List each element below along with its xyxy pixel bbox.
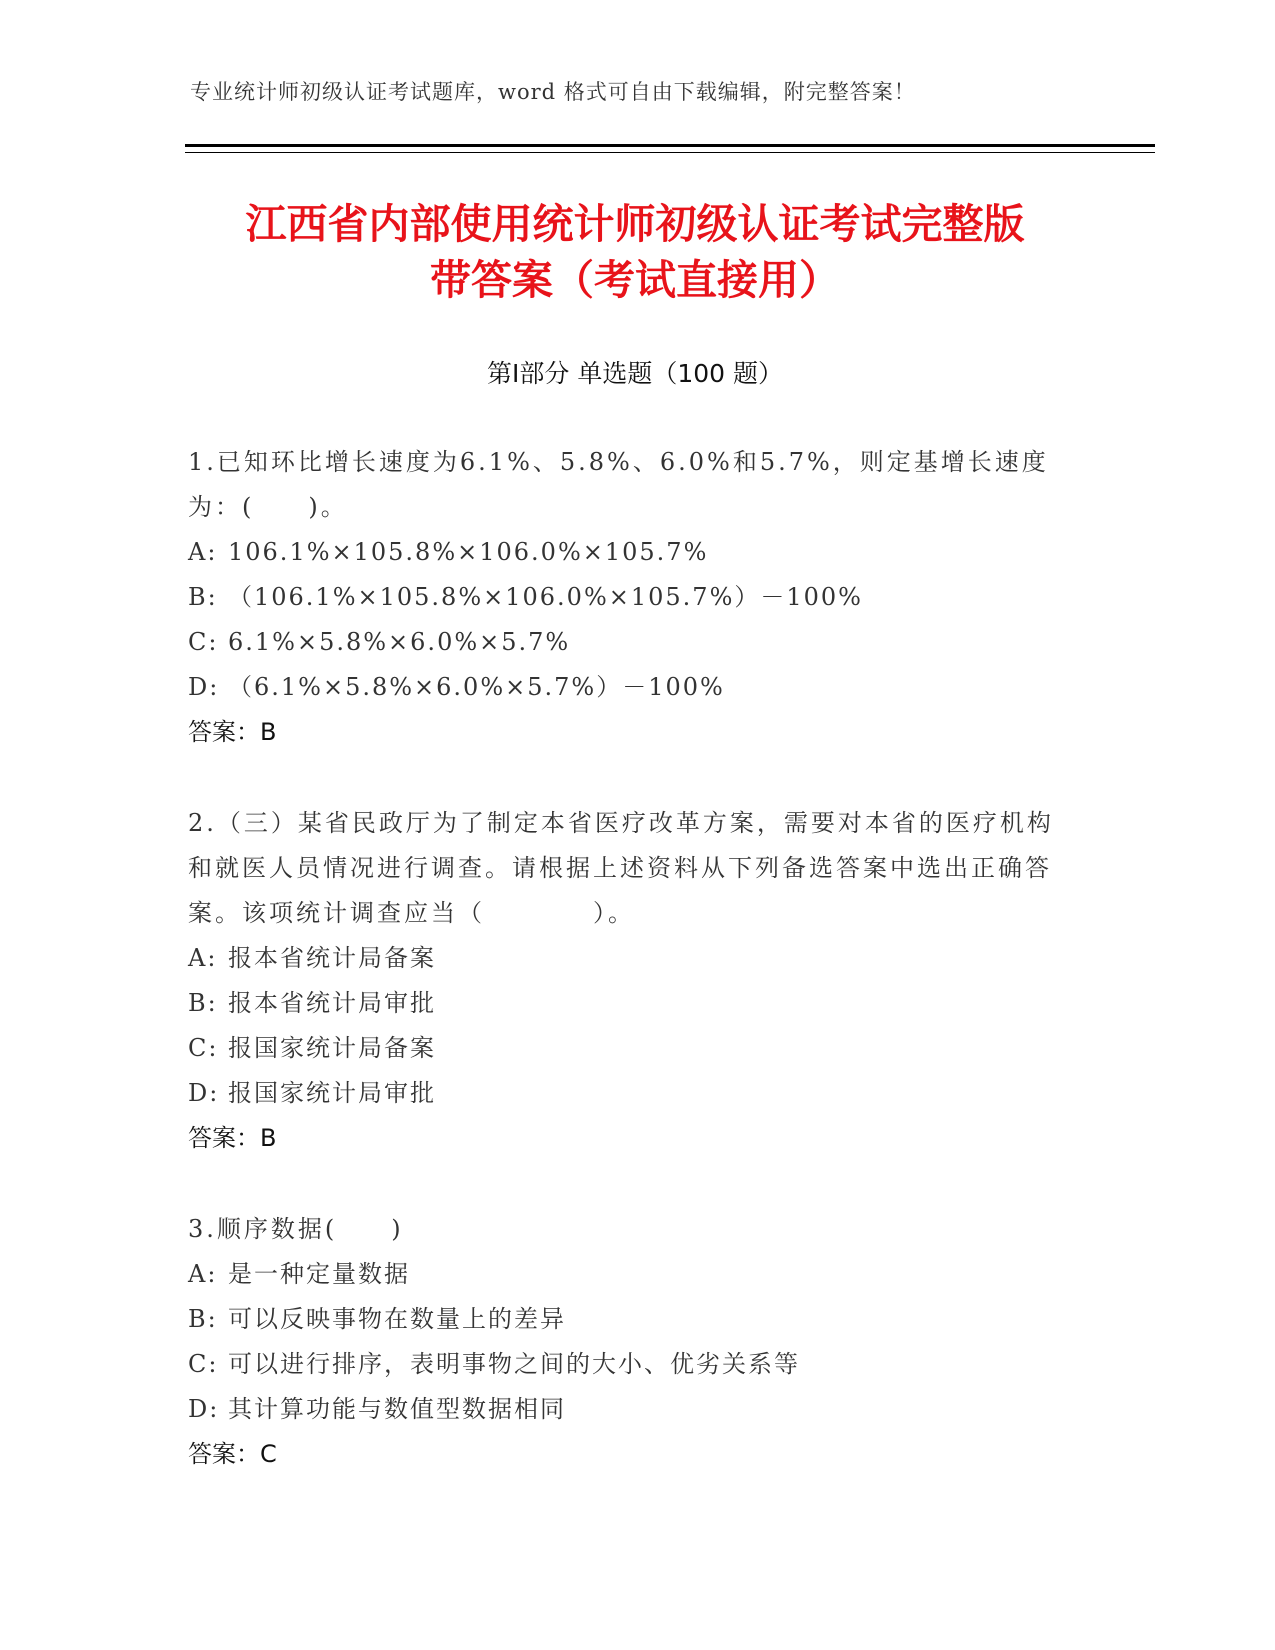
question-stem: 1.已知环比增长速度为6.1%、5.8%、6.0%和5.7%，则定基增长速度为：( )。 xyxy=(188,448,1049,521)
title-line-2: 带答案（考试直接用） xyxy=(430,256,840,304)
option-key: D: xyxy=(188,1079,220,1107)
answer: 答案：C xyxy=(188,1440,277,1468)
question-1 xyxy=(188,440,1078,755)
option-key: D: xyxy=(188,673,220,701)
title-line-1: 江西省内部使用统计师初级认证考试完整版 xyxy=(245,200,1025,248)
option-text: 是一种定量数据 xyxy=(228,1260,410,1288)
option-key: C: xyxy=(188,628,219,656)
answer: 答案：B xyxy=(188,718,277,746)
option-key: B: xyxy=(188,989,218,1017)
option-text: 106.1%×105.8%×106.0%×105.7% xyxy=(228,538,709,566)
option-c xyxy=(188,1026,1078,1071)
option-b xyxy=(188,981,1078,1026)
option-text: （106.1%×105.8%×106.0%×105.7%）－100% xyxy=(228,583,863,611)
question-3 xyxy=(188,1207,1078,1477)
option-text: （6.1%×5.8%×6.0%×5.7%）－100% xyxy=(228,673,725,701)
option-text: 可以进行排序，表明事物之间的大小、优劣关系等 xyxy=(228,1350,800,1378)
option-key: C: xyxy=(188,1034,219,1062)
header-rule-thin xyxy=(185,152,1155,153)
option-b xyxy=(188,1297,1078,1342)
option-a xyxy=(188,936,1078,981)
header-note: 专业统计师初级认证考试题库，word 格式可自由下载编辑，附完整答案！ xyxy=(190,80,916,104)
option-d xyxy=(188,1387,1078,1432)
option-key: D: xyxy=(188,1395,220,1423)
option-key: B: xyxy=(188,583,218,611)
question-stem: 2.（三）某省民政厅为了制定本省医疗改革方案，需要对本省的医疗机构和就医人员情况进行调查。请根据上述资料从下列备选答案中选出正确答案。该项统计调查应当（ ）。 xyxy=(188,809,1054,927)
option-a xyxy=(188,530,1078,575)
option-key: C: xyxy=(188,1350,219,1378)
option-text: 6.1%×5.8%×6.0%×5.7% xyxy=(228,628,571,656)
option-text: 其计算功能与数值型数据相同 xyxy=(228,1395,566,1423)
option-text: 可以反映事物在数量上的差异 xyxy=(228,1305,566,1333)
option-b xyxy=(188,575,1078,620)
option-key: A: xyxy=(188,1260,218,1288)
option-key: A: xyxy=(188,538,218,566)
option-key: A: xyxy=(188,944,218,972)
answer: 答案：B xyxy=(188,1124,277,1152)
option-d xyxy=(188,1071,1078,1116)
question-2 xyxy=(188,801,1078,1161)
option-a xyxy=(188,1252,1078,1297)
option-c xyxy=(188,620,1078,665)
option-text: 报国家统计局审批 xyxy=(228,1079,436,1107)
option-text: 报国家统计局备案 xyxy=(228,1034,436,1062)
document-title xyxy=(185,196,1085,308)
header-rule-thick xyxy=(185,144,1155,147)
option-key: B: xyxy=(188,1305,218,1333)
option-d xyxy=(188,665,1078,710)
question-list xyxy=(188,440,1078,1523)
option-text: 报本省统计局审批 xyxy=(228,989,436,1017)
option-text: 报本省统计局备案 xyxy=(228,944,436,972)
question-stem: 3.顺序数据( ) xyxy=(188,1215,404,1243)
option-c xyxy=(188,1342,1078,1387)
section-title: 第Ⅰ部分 单选题（100 题） xyxy=(487,359,783,388)
